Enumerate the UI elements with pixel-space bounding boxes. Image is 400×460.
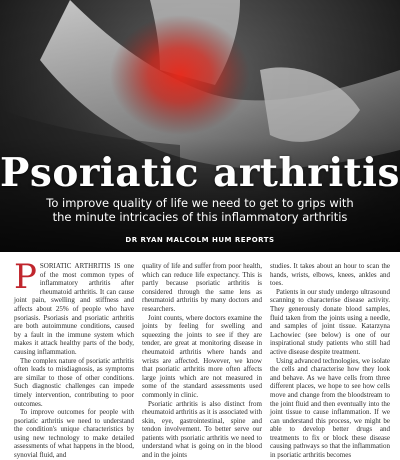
paragraph: quality of life and suffer from poor health, which can reduce life expectancy. This is partly because psoriatic arthritis is considered through the same lens as rheumatoid arthritis by many doctors and researchers. bbox=[142, 262, 262, 313]
column-1 bbox=[14, 257, 134, 460]
paragraph: Using advanced technologies, we isolate the cells and characterise how they look and behave. As we have cells from three different places, we hope to see how cells move and change from the bloodstream to the joint fluid and then eventually into the joint tissue to cause inflammation. If we can understand this process, we might be able to develop better drugs and treatments to fix or block these disease causing pathways so that the inflammation in psoriatic arthritis becomes bbox=[270, 356, 390, 460]
paragraph: To improve outcomes for people with psoriatic arthritis we need to understand the condition's unique characteristics by using new technology to make detailed assessments of what happens in the blood, synovial fluid, and bbox=[14, 408, 134, 460]
paragraph: Patients in our study undergo ultrasound scanning to characterise disease activity. They generously donate blood samples, fluid taken from the joints using a needle, and samples of joint tissue. Katarzyna Lachowiec (see below) is one of our inspirational study patients who still had active disease despite treatment. bbox=[270, 287, 390, 356]
paragraph: The complex nature of psoriatic arthritis often leads to misdiagnosis, as symptoms are similar to those of other conditions. Such diagnostic challenges can impede timely intervention, contributing to poor outcomes. bbox=[14, 356, 134, 408]
column-2 bbox=[142, 262, 262, 460]
article-standfirst: To improve quality of life we need to get to grips with the minute intricacies of this inflammatory arthritis bbox=[46, 196, 354, 224]
article-body bbox=[14, 257, 390, 460]
column-3 bbox=[270, 262, 390, 460]
paragraph: studies. It takes about an hour to scan the hands, wrists, elbows, knees, ankles and toes. bbox=[270, 262, 390, 288]
paragraph: Psoriatic arthritis is also distinct from rheumatoid arthritis as it is associated with skin, eye, gastrointestinal, spine and tendon involvement. To better serve our patients with psoriatic arthritis we need to understand what is going on in the blood and in the joints bbox=[142, 399, 262, 460]
article-byline: DR RYAN MALCOLM HUM REPORTS bbox=[125, 236, 275, 244]
paragraph: Joint counts, where doctors examine the joints by feeling for swelling and squeezing the joints to see if they are tender, are great at monitoring disease in rheumatoid arthritis where hands and wrists are affected. However, we know that psoriatic arthritis more often affects large joints which are not measured in some of the standard assessments used commonly in clinic. bbox=[142, 313, 262, 399]
drop-cap: P bbox=[14, 257, 37, 297]
article-title: Psoriatic arthritis bbox=[0, 150, 400, 196]
paragraph: PSORIATIC ARTHRITIS IS one of the most common types of inflammatory arthritis after rheumatoid arthritis. It can cause joint pain, swelling and stiffness and affects about 25% of people who have psoriasis. Psoriasis and psoriatic arthritis are both autoimmune conditions, caused by a fault in the immune system which makes it attack healthy parts of the body, causing inflammation. bbox=[14, 257, 134, 356]
